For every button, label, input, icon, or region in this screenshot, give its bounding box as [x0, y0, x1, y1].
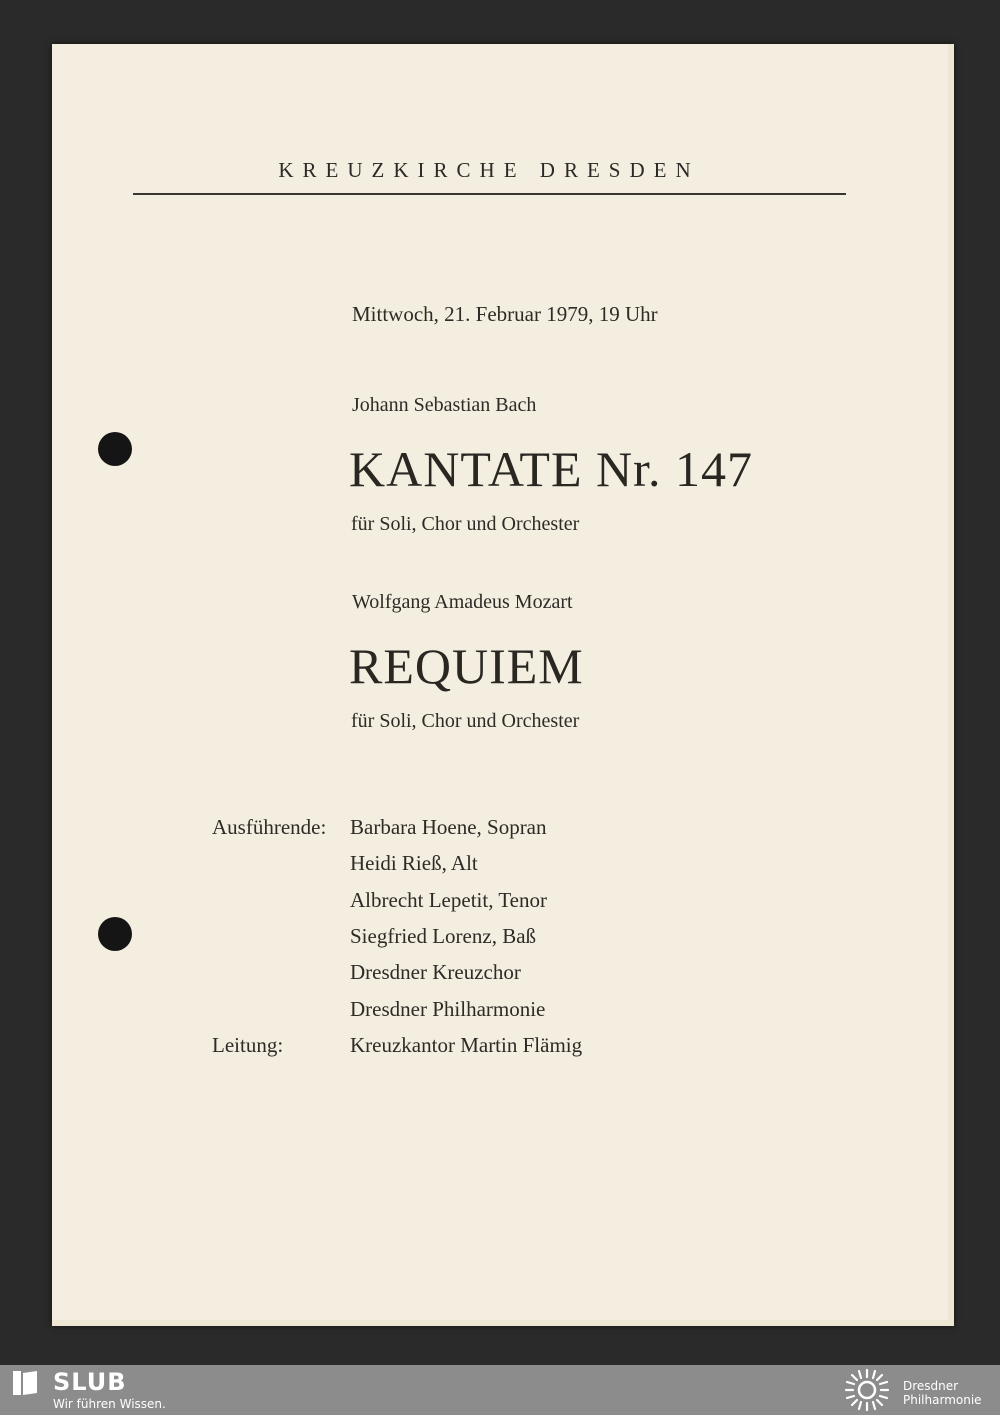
- performer-item: Dresdner Kreuzchor: [350, 960, 521, 984]
- conductor-label: Leitung:: [212, 1033, 284, 1057]
- composer-bach: Johann Sebastian Bach: [352, 394, 537, 416]
- concert-date: Mittwoch, 21. Februar 1979, 19 Uhr: [352, 302, 658, 326]
- performer-item: Dresdner Philharmonie: [350, 997, 546, 1021]
- header-rule: [133, 193, 846, 195]
- work-subtitle-kantate: für Soli, Chor und Orchester: [351, 513, 580, 535]
- performers-label: Ausführende:: [212, 815, 327, 839]
- slub-tagline: Wir führen Wissen.: [53, 1397, 166, 1411]
- partner-name-line1: Dresdner: [903, 1379, 959, 1393]
- partner-name-line2: Philharmonie: [903, 1393, 982, 1407]
- sunburst-logo-icon[interactable]: [842, 1367, 892, 1413]
- book-icon: [12, 1370, 38, 1396]
- work-title-requiem: REQUIEM: [349, 638, 584, 694]
- conductor-name: Kreuzkantor Martin Flämig: [350, 1033, 583, 1057]
- punch-hole-bottom: [98, 917, 132, 951]
- composer-mozart: Wolfgang Amadeus Mozart: [352, 591, 573, 613]
- performer-item: Barbara Hoene, Sopran: [350, 815, 547, 839]
- performer-item: Siegfried Lorenz, Baß: [350, 924, 537, 948]
- performer-item: Heidi Rieß, Alt: [350, 851, 478, 875]
- venue-header: KREUZKIRCHE DRESDEN: [278, 158, 700, 182]
- punch-hole-top: [98, 432, 132, 466]
- performer-item: Albrecht Lepetit, Tenor: [350, 888, 547, 912]
- partner-name: [903, 1379, 998, 1407]
- work-title-kantate: KANTATE Nr. 147: [349, 441, 754, 497]
- work-subtitle-requiem: für Soli, Chor und Orchester: [351, 710, 580, 732]
- slub-wordmark[interactable]: SLUB: [53, 1368, 127, 1396]
